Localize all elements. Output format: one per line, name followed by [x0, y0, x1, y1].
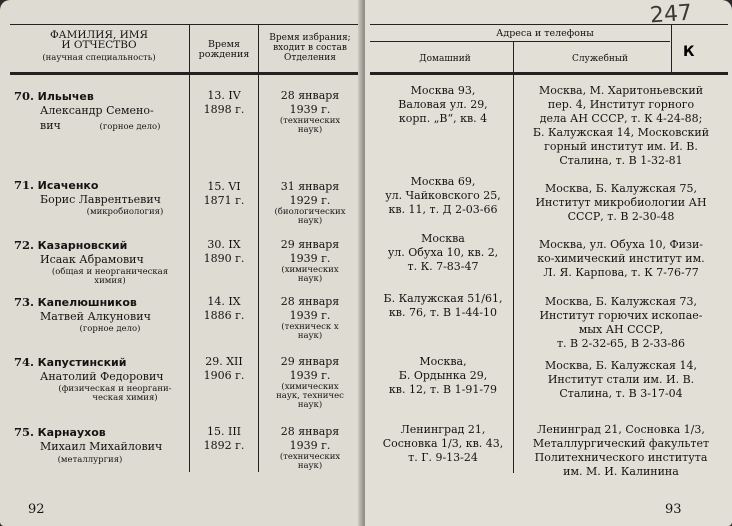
work-address: ко-химический институт им. — [537, 252, 705, 265]
home-address: корп. „В“, кв. 4 — [398, 112, 488, 125]
header-elected-column — [262, 33, 358, 63]
home-address: Москва 69, — [410, 175, 476, 188]
header-elected-line1: Время избрания; — [269, 33, 351, 43]
elected-year: 1939 г. — [289, 439, 331, 452]
work-address: Институт горючих ископае- — [539, 309, 703, 322]
elected-field: (биологических — [274, 207, 346, 217]
birth-year: 1898 г. — [203, 103, 245, 116]
work-address: Москва, М. Харитоньевский — [538, 84, 704, 97]
elected-field: (технических — [279, 452, 341, 462]
work-address: Б. Калужская 14, Московский — [532, 126, 710, 139]
home-address: Б. Ордынка 29, — [398, 369, 488, 382]
entry-surname: Ильычев — [37, 90, 94, 103]
home-address: Москва 93, — [410, 84, 476, 97]
work-address: Москва, Б. Калужская 14, — [545, 359, 697, 372]
entry-field: (общая и неорганическая — [51, 267, 169, 277]
birth-day: 15. VI — [207, 180, 241, 193]
elected-date: 28 января — [280, 425, 340, 438]
header-bottom-rule — [10, 72, 358, 75]
home-address: кв. 76, т. В 1-44-10 — [388, 306, 498, 319]
page-number-right: 93 — [665, 502, 682, 517]
entry-field: (микробиология) — [86, 207, 164, 217]
entry-field: (горное дело) — [79, 324, 141, 334]
home-address: кв. 11, т. Д 2-03-66 — [388, 203, 498, 216]
home-address: ул. Обуха 10, кв. 2, — [387, 246, 499, 259]
work-address: Сталина, т. В 3-17-04 — [559, 387, 683, 400]
entry-number: 73. — [14, 295, 35, 309]
header-name-column — [14, 30, 184, 63]
elected-field: (химических — [281, 382, 339, 392]
elected-year: 1939 г. — [289, 252, 331, 265]
home-address: Ленинград 21, — [400, 423, 486, 436]
entry-given-name: Анатолий Федорович — [40, 370, 164, 383]
work-address: им. М. И. Калинина — [563, 465, 679, 478]
column-divider — [513, 41, 514, 473]
entry-surname: Карнаухов — [37, 426, 106, 439]
header-elected-line3: Отделения — [284, 53, 336, 63]
home-address: ул. Чайковского 25, — [385, 189, 501, 202]
elected-year: 1939 г. — [289, 103, 331, 116]
work-address: Москва, ул. Обуха 10, Физи- — [539, 238, 703, 251]
header-addresses: Адреса и телефоны — [496, 28, 594, 39]
elected-year: 1929 г. — [289, 194, 331, 207]
header-home: Домашний — [419, 54, 471, 64]
work-address: Москва, Б. Калужская 73, — [545, 295, 697, 308]
work-address: Институт микробиологии АН — [535, 196, 707, 209]
elected-field: (техническ х — [281, 322, 339, 332]
entry-surname: Казарновский — [37, 239, 128, 252]
header-top-rule — [10, 24, 358, 25]
header-birth-line2: рождения — [198, 49, 250, 60]
work-address: Институт стали им. И. В. — [547, 373, 695, 386]
elected-year: 1939 г. — [289, 309, 331, 322]
column-divider — [189, 24, 190, 472]
elected-field-cont: наук) — [297, 125, 323, 135]
work-address: Металлургический факультет — [532, 437, 710, 450]
right-page — [365, 0, 732, 526]
birth-year: 1886 г. — [203, 309, 245, 322]
elected-field: (технических — [279, 116, 341, 126]
birth-day: 30. IX — [207, 238, 241, 251]
entry-field-cont: ческая химия) — [92, 393, 158, 403]
home-address: кв. 12, т. В 1-91-79 — [388, 383, 498, 396]
header-name-spec: (научная специальность) — [42, 53, 156, 63]
elected-date: 29 января — [280, 238, 340, 251]
entry-given-name-cont: вич — [40, 119, 61, 132]
index-letter: К — [683, 44, 695, 60]
work-address: Политехнического института — [534, 451, 708, 464]
work-address: СССР, т. В 2-30-48 — [567, 210, 675, 223]
entry-field: (горное дело) — [99, 122, 161, 132]
entry-number: 70. — [14, 89, 35, 103]
home-address: Москва — [421, 232, 465, 245]
home-address: т. Г. 9-13-24 — [408, 451, 478, 464]
entry-given-name: Александр Семено- — [40, 104, 154, 117]
entry-surname: Капустинский — [37, 356, 127, 369]
elected-field: (химических — [281, 265, 339, 275]
birth-day: 29. XII — [205, 355, 243, 368]
work-address: Л. Я. Карпова, т. К 7-76-77 — [543, 266, 699, 279]
column-divider — [258, 24, 259, 472]
birth-year: 1890 г. — [203, 252, 245, 265]
home-address: Сосновка 1/3, кв. 43, — [382, 437, 504, 450]
page-number-left: 92 — [28, 502, 45, 517]
elected-date: 31 января — [280, 180, 340, 193]
entry-given-name: Исаак Абрамович — [40, 253, 144, 266]
birth-year: 1892 г. — [203, 439, 245, 452]
birth-year: 1906 г. — [203, 369, 245, 382]
header-mid-rule — [370, 41, 670, 42]
left-page — [0, 0, 363, 526]
entry-number: 75. — [14, 425, 35, 439]
work-address: Москва, Б. Калужская 75, — [545, 182, 697, 195]
home-address: т. К. 7-83-47 — [407, 260, 479, 273]
elected-field-cont: наук) — [297, 461, 323, 471]
header-work: Служебный — [571, 54, 629, 64]
elected-year: 1939 г. — [289, 369, 331, 382]
birth-day: 14. IX — [207, 295, 241, 308]
entry-given-name: Михаил Михайлович — [40, 440, 163, 453]
entry-surname: Капелюшников — [37, 296, 137, 309]
elected-date: 28 января — [280, 89, 340, 102]
birth-day: 13. IV — [207, 89, 241, 102]
header-bottom-rule — [370, 72, 728, 75]
entry-given-name: Борис Лаврентьевич — [40, 193, 161, 206]
entry-surname: Исаченко — [37, 179, 99, 192]
birth-year: 1871 г. — [203, 194, 245, 207]
birth-day: 15. III — [206, 425, 242, 438]
work-address: горный институт им. И. В. — [544, 140, 698, 153]
elected-date: 29 января — [280, 355, 340, 368]
handwritten-page-number: 247 — [649, 0, 693, 29]
home-address: Б. Калужская 51/61, — [383, 292, 503, 305]
entry-number: 74. — [14, 355, 35, 369]
work-address: пер. 4, Институт горного — [547, 98, 695, 111]
elected-field-cont: наук) — [297, 274, 323, 284]
elected-date: 28 января — [280, 295, 340, 308]
entry-field: (металлургия) — [57, 455, 123, 465]
work-address: дела АН СССР, т. К 4-24-88; — [539, 112, 703, 125]
work-address: т. В 2-32-65, В 2-33-86 — [556, 337, 686, 350]
work-address: мых АН СССР, — [578, 323, 664, 336]
elected-field-cont: наук, техничес — [276, 391, 344, 401]
header-birth-column — [193, 40, 255, 60]
header-name-line2: И ОТЧЕСТВО — [61, 39, 137, 51]
header-elected-line2: входит в состав — [273, 43, 347, 53]
entry-number: 72. — [14, 238, 35, 252]
work-address: Ленинград 21, Сосновка 1/3, — [537, 423, 705, 436]
entry-field-cont: химия) — [94, 276, 126, 286]
home-address: Москва, — [419, 355, 467, 368]
header-birth-line1: Время — [207, 39, 241, 50]
entry-number: 71. — [14, 178, 35, 192]
entry-field: (физическая и неоргани- — [58, 384, 172, 394]
entry-given-name: Матвей Алкунович — [40, 310, 151, 323]
elected-field-cont: наук) — [297, 216, 323, 226]
elected-field-cont: наук) — [297, 331, 323, 341]
column-divider — [671, 24, 672, 72]
home-address: Валовая ул. 29, — [398, 98, 488, 111]
header-name-line1: ФАМИЛИЯ, ИМЯ — [49, 29, 149, 41]
elected-field-cont2: наук) — [297, 400, 323, 410]
work-address: Сталина, т. В 1-32-81 — [559, 154, 683, 167]
